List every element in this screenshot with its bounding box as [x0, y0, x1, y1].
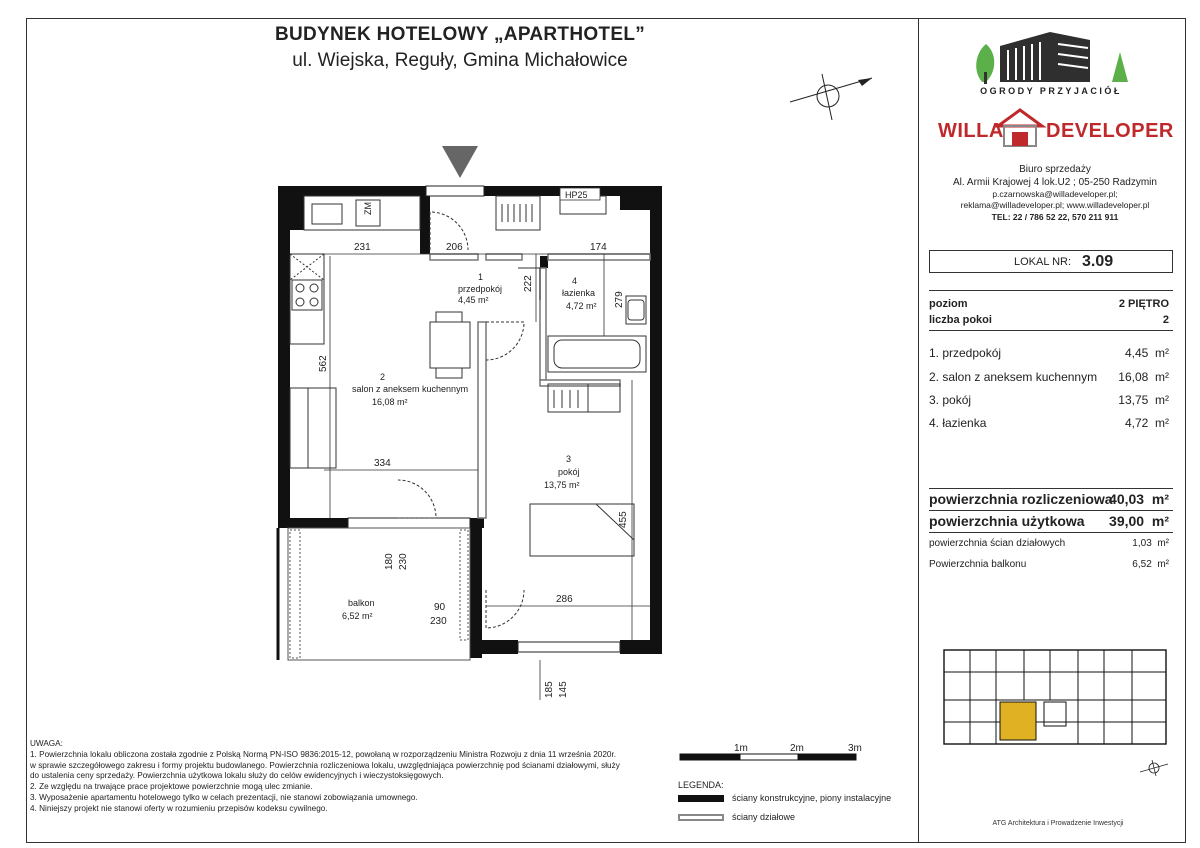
legend-structural-label: ściany konstrukcyjne, piony instalacyjne: [732, 793, 892, 803]
separator: [929, 290, 1173, 291]
balcony-area-value: 6,52: [1132, 559, 1152, 570]
scale-1m: 1m: [734, 743, 748, 754]
unit-number-label: LOKAL NR:: [1014, 256, 1072, 268]
bathroom-fixtures: [548, 196, 646, 372]
floor-label: poziom: [929, 298, 968, 310]
room3-area: 13,75 m²: [544, 480, 580, 490]
dim-174: 174: [590, 242, 607, 253]
dining-table: [430, 312, 470, 378]
usable-area-unit: m²: [1151, 513, 1169, 529]
room-name: 2. salon z aneksem kuchennym: [929, 370, 1098, 384]
unit-number-box: [929, 250, 1173, 273]
floor-value: 2 PIĘTRO: [1118, 298, 1169, 310]
dim-279: 279: [614, 291, 625, 308]
room4-area: 4,72 m²: [566, 301, 597, 311]
room1-name: przedpokój: [458, 284, 503, 294]
note-line: 4. Niniejszy projekt nie stanowi oferty w rozumieniu przepisów kodeksu cywilnego.: [30, 803, 328, 813]
dim-562: 562: [318, 355, 329, 372]
sales-office: [930, 163, 1180, 224]
rooms-count-label: liczba pokoi: [929, 314, 992, 326]
kitchen-furniture: [290, 196, 420, 344]
room-area: 13,75: [1118, 393, 1149, 407]
building-address: ul. Wiejska, Reguły, Gmina Michałowice: [292, 50, 628, 71]
compass-icon: [790, 74, 872, 120]
dim-180: 180: [384, 553, 395, 570]
notes-block: [30, 739, 650, 815]
room4-number: 4: [572, 276, 578, 286]
developer-logo-right: DEVELOPER: [1046, 120, 1174, 142]
room3-name: pokój: [558, 467, 580, 477]
separator: [929, 488, 1173, 489]
fridge-label: ZM: [363, 202, 373, 215]
note-line: 3. Wyposażenie apartamentu hotelowego tylko w celach prezentacji, nie stanowi zobowiązania umownego.: [30, 792, 418, 802]
billing-area-value: 40,03: [1109, 491, 1145, 507]
room2-name: salon z aneksem kuchennym: [352, 384, 469, 394]
unit-number: 3.09: [1082, 253, 1114, 270]
dim-230-a: 230: [398, 553, 409, 570]
balcony-area-unit: m²: [1157, 559, 1169, 570]
sales-address: Al. Armii Krajowej 4 lok.U2 ; 05-250 Radzymin: [953, 177, 1157, 188]
legend-structural-swatch: [678, 795, 724, 802]
balcony-name: balkon: [348, 598, 375, 608]
billing-area-unit: m²: [1151, 491, 1169, 507]
sales-email-2[interactable]: reklama@willadeveloper.pl; www.willadeveloper.pl: [960, 200, 1150, 210]
room-name: 4. łazienka: [929, 416, 987, 430]
walls-area-unit: m²: [1157, 538, 1169, 549]
sales-email-1[interactable]: p.czarnowska@willadeveloper.pl;: [992, 189, 1118, 199]
room2-area: 16,08 m²: [372, 397, 408, 407]
dim-231: 231: [354, 242, 371, 253]
balcony-area-label: Powierzchnia balkonu: [929, 559, 1027, 570]
room4-name: łazienka: [562, 288, 596, 298]
note-line: w sprawie szczegółowego zakresu i formy projektu budowlanego. Powierzchnia rozliczeniowa lokalu, uwzględniająca powierzchnię pod ścianami działowymi, służy: [30, 760, 620, 770]
entrance-arrow-icon: [442, 146, 478, 178]
room-unit: m²: [1155, 370, 1169, 384]
legend-title: LEGENDA:: [678, 780, 724, 790]
dim-185: 185: [544, 681, 555, 698]
room-area: 4,45: [1124, 346, 1149, 360]
separator: [929, 510, 1173, 511]
dim-455: 455: [618, 511, 629, 528]
walls-area-label: powierzchnia ścian działowych: [929, 538, 1066, 549]
dim-206: 206: [446, 242, 463, 253]
usable-area-label: powierzchnia użytkowa: [929, 513, 1085, 529]
sofa: [290, 388, 336, 468]
estate-name: OGRODY PRZYJACIÓŁ: [980, 86, 1122, 96]
room-name: 1. przedpokój: [929, 346, 1002, 360]
legend-partition-swatch: [678, 814, 724, 821]
legend-structural: [678, 793, 891, 803]
walls-area-value: 1,03: [1132, 538, 1152, 549]
dim-230-b: 230: [430, 616, 447, 627]
note-line: 1. Powierzchnia lokalu obliczona została zgodnie z Polską Normą PN-ISO 9836:2015-12, powołaną w rozporządzeniu Ministra Rozwoju z dnia 11 września 2020r.: [30, 749, 617, 759]
room-area: 16,08: [1118, 370, 1149, 384]
dim-145: 145: [558, 681, 569, 698]
scale-bar: [680, 754, 856, 760]
developer-logo-left: WILLA: [938, 120, 1004, 142]
installation-label: HP25: [565, 190, 588, 200]
dim-90: 90: [434, 602, 446, 613]
dim-334: 334: [374, 458, 391, 469]
room1-area: 4,45 m²: [458, 295, 489, 305]
note-line: do ustalenia ceny sprzedaży. Powierzchnia użytkowa lokalu służy do celów ewidencyjnych i wieczystoksięgowych.: [30, 771, 444, 781]
panel-divider: [918, 18, 919, 843]
room-unit: m²: [1155, 416, 1169, 430]
room-unit: m²: [1155, 346, 1169, 360]
room2-number: 2: [380, 372, 386, 382]
credits: ATG Architektura i Prowadzenie Inwestycji: [992, 820, 1124, 827]
sales-title: Biuro sprzedaży: [1019, 164, 1091, 175]
room-unit: m²: [1155, 393, 1169, 407]
usable-area-value: 39,00: [1109, 513, 1145, 529]
separator: [929, 330, 1173, 331]
scale-2m: 2m: [790, 743, 804, 754]
separator: [929, 532, 1173, 533]
room1-number: 1: [478, 272, 484, 282]
scale-3m: 3m: [848, 743, 862, 754]
balcony: [278, 528, 470, 660]
room-name: 3. pokój: [929, 393, 972, 407]
note-line: 2. Ze względu na trwające prace projektowe powierzchnie mogą ulec zmianie.: [30, 782, 313, 792]
legend-partition: [678, 812, 795, 822]
building-title: BUDYNEK HOTELOWY „APARTHOTEL”: [274, 24, 646, 45]
rooms-count-value: 2: [1162, 314, 1169, 326]
balcony-area: 6,52 m²: [342, 611, 373, 621]
room-area: 4,72: [1124, 416, 1149, 430]
sales-phone: TEL: 22 / 786 52 22, 570 211 911: [991, 212, 1119, 222]
dim-286: 286: [556, 594, 573, 605]
room3-number: 3: [566, 454, 572, 464]
billing-area-label: powierzchnia rozliczeniowa: [929, 491, 1113, 507]
legend-partition-label: ściany działowe: [732, 812, 796, 822]
doors: [398, 212, 540, 628]
note-line: UWAGA:: [30, 739, 63, 748]
dim-222: 222: [523, 275, 534, 292]
